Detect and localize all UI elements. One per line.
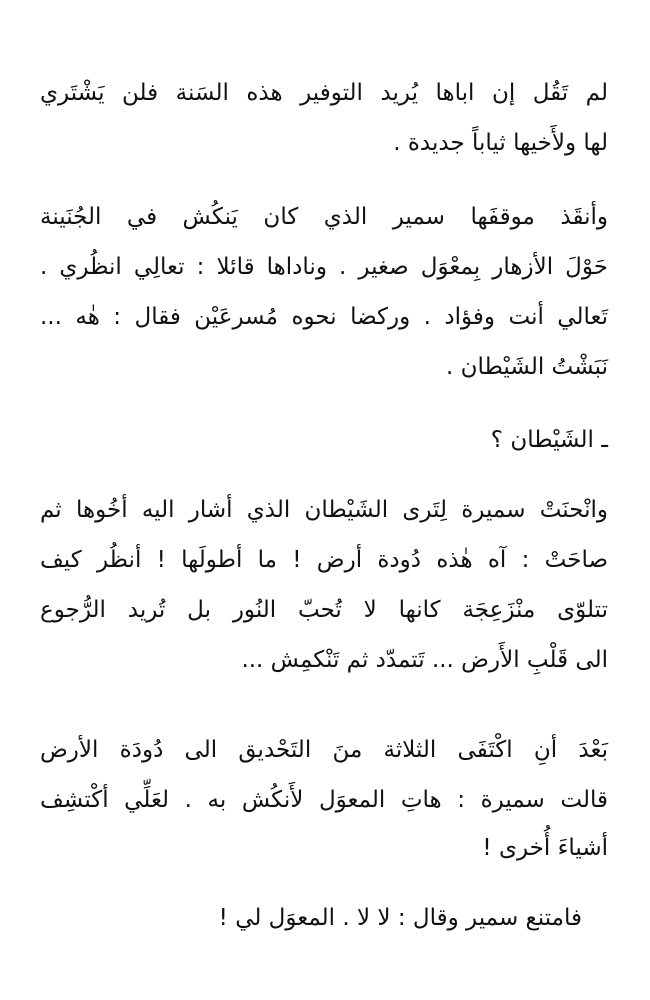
text-line: أشياءَ أُخرى ! (482, 835, 608, 861)
text-line: تَعالي أنت وفؤاد . وركضا نحوه مُسرعَيْن فقال : هٰه ... (40, 304, 608, 330)
text-line: تتلوّى منْزَعِجَة كانها لا تُحبّ النُور بل تُريد الرُّجوع (40, 597, 608, 623)
text-line: حَوْلَ الأزهار بِمعْوَل صغير . وناداها قائلا : تعالِي انظُري . (40, 254, 608, 280)
text-line: نَبَشْتُ الشَيْطان . (446, 354, 608, 380)
text-line: وانْحنَتْ سميرة لِتَرى الشَيْطان الذي أشار اليه أخُوها ثم (40, 497, 608, 523)
text-line: وأنقَذ موقفَها سمير الذي كان يَنكُش في الجُنَينة (40, 204, 608, 230)
text-line: فامتنع سمير وقال : لا لا . المعوَل لي ! (218, 905, 582, 931)
text-line: بَعْدَ أنِ اكْتَفَى الثلاثة منَ التَحْديق الى دُودَة الأرض (40, 737, 608, 763)
text-line: لها ولأَخيها ثياباً جديدة . (393, 130, 608, 156)
text-line: ـ الشَيْطان ؟ (490, 427, 608, 453)
text-line: لم تَقُل إن اباها يُريد التوفير هذه السَنة فلن يَشْتَري (40, 80, 608, 106)
text-line: صاحَتْ : آه هٰذه دُودة أرض ! ما أطولَها ! أنظُر كيف (40, 547, 608, 573)
text-line: الى قَلْبِ الأَرض ... تَتمدّد ثم تَنْكمِش ... (241, 647, 608, 673)
text-line: قالت سميرة : هاتِ المعوَل لأَنكُش به . لعَلِّي أكْتشِف (40, 787, 608, 813)
